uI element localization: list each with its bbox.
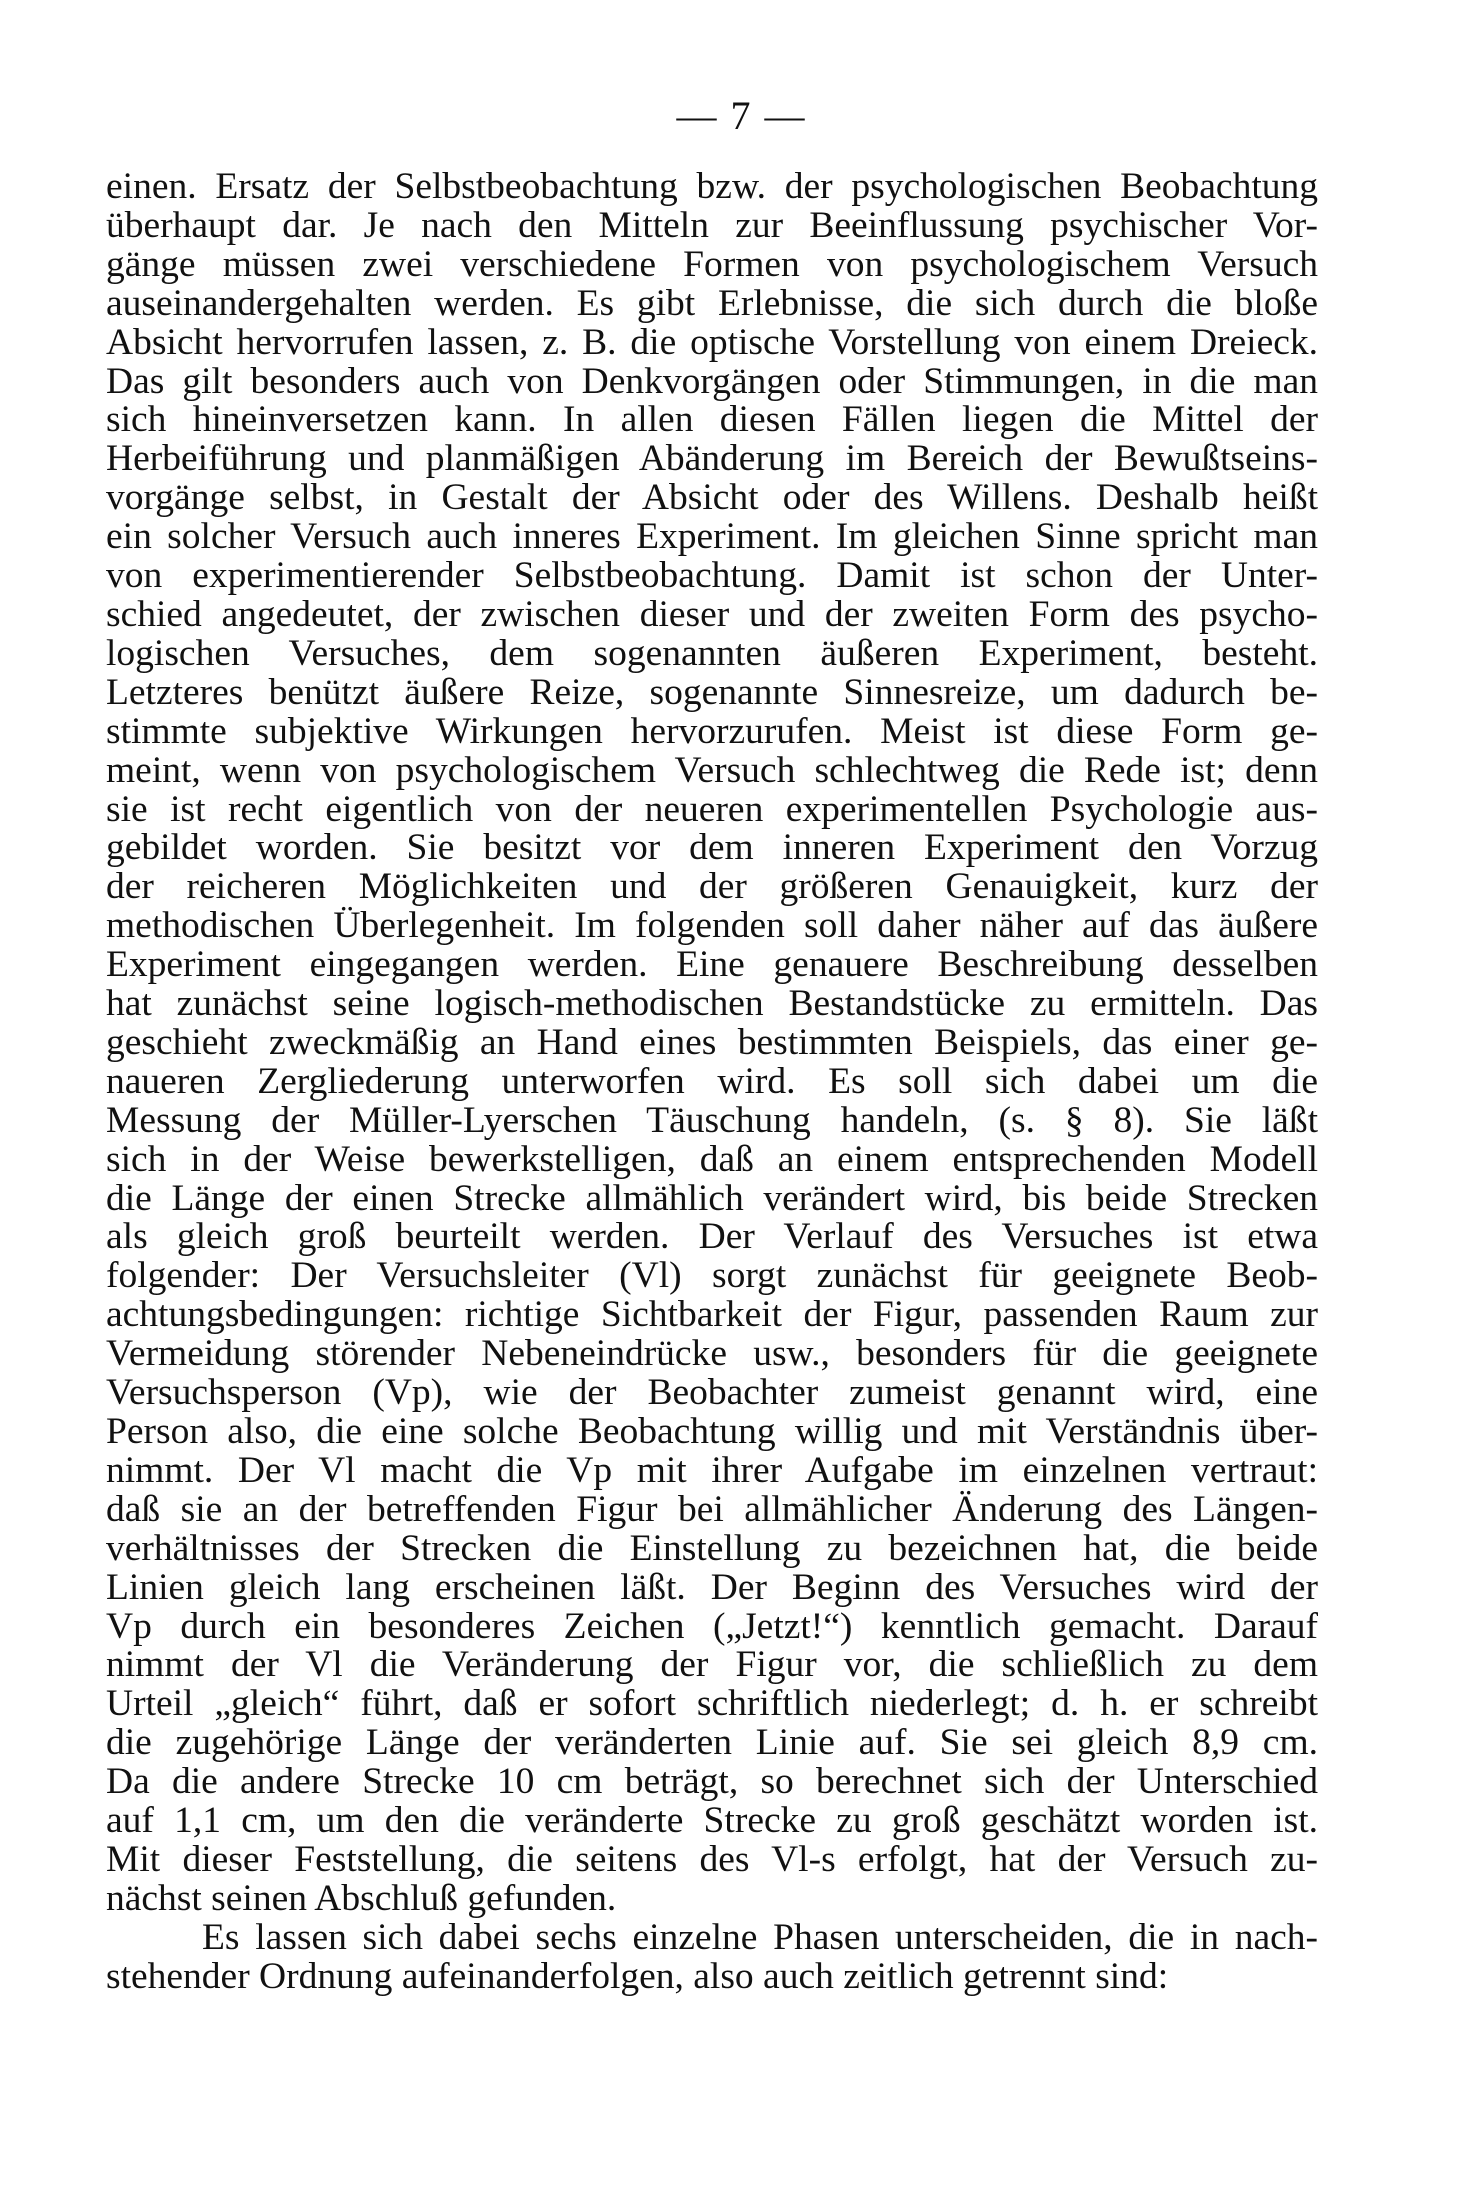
text-line: methodischen Überlegenheit. Im folgenden soll daher näher auf das äußere bbox=[106, 905, 1318, 947]
text-line: meint, wenn von psychologischem Versuch schlechtweg die Rede ist; denn bbox=[106, 749, 1318, 791]
text-line: verhältnisses der Strecken die Einstellung zu bezeichnen hat, die beide bbox=[106, 1527, 1318, 1569]
text-line: vorgänge selbst, in Gestalt der Absicht oder des Willens. Deshalb heißt bbox=[106, 477, 1318, 519]
text-line: Urteil „gleich“ führt, daß er sofort schriftlich niederlegt; d. h. er schreibt bbox=[106, 1683, 1318, 1725]
text-line: Experiment eingegangen werden. Eine genauere Beschreibung desselben bbox=[106, 944, 1318, 986]
text-line: gänge müssen zwei verschiedene Formen von psychologischem Versuch bbox=[106, 243, 1318, 285]
text-line: Es lassen sich dabei sechs einzelne Phasen unterscheiden, die in nach- bbox=[202, 1916, 1318, 1958]
text-line: einen. Ersatz der Selbstbeobachtung bzw. der psychologischen Beobachtung bbox=[106, 166, 1318, 207]
text-line: Vp durch ein besonderes Zeichen („Jetzt!“) kenntlich gemacht. Darauf bbox=[106, 1605, 1318, 1647]
text-line: Person also, die eine solche Beobachtung willig und mit Verständnis über- bbox=[106, 1411, 1318, 1452]
text-line: sich hineinversetzen kann. In allen diesen Fällen liegen die Mittel der bbox=[106, 399, 1318, 441]
text-line: die Länge der einen Strecke allmählich verändert wird, bis beide Strecken bbox=[106, 1177, 1318, 1219]
text-line: Da die andere Strecke 10 cm beträgt, so berechnet sich der Unterschied bbox=[106, 1761, 1318, 1803]
text-line: daß sie an der betreffenden Figur bei allmählicher Änderung des Längen- bbox=[106, 1488, 1318, 1530]
text-line: überhaupt dar. Je nach den Mitteln zur Beeinflussung psychischer Vor- bbox=[106, 204, 1318, 246]
text-line: achtungsbedingungen: richtige Sichtbarkeit der Figur, passenden Raum zur bbox=[106, 1294, 1318, 1336]
text-line: die zugehörige Länge der veränderten Linie auf. Sie sei gleich 8,9 cm. bbox=[106, 1722, 1318, 1764]
text-line: der reicheren Möglichkeiten und der größeren Genauigkeit, kurz der bbox=[106, 866, 1318, 908]
text-line: Absicht hervorrufen lassen, z. B. die optische Vorstellung von einem Dreieck. bbox=[106, 321, 1318, 363]
text-line: nimmt. Der Vl macht die Vp mit ihrer Aufgabe im einzelnen vertraut: bbox=[106, 1449, 1318, 1491]
text-line: Herbeiführung und planmäßigen Abänderung im Bereich der Bewußtseins- bbox=[106, 438, 1318, 480]
text-line: folgender: Der Versuchsleiter (Vl) sorgt zunächst für geeignete Beob- bbox=[106, 1255, 1318, 1297]
text-line: Mit dieser Feststellung, die seitens des Vl-s erfolgt, hat der Versuch zu- bbox=[106, 1838, 1318, 1880]
text-line: Linien gleich lang erscheinen läßt. Der Beginn des Versuches wird der bbox=[106, 1566, 1318, 1608]
body-text bbox=[106, 168, 1318, 1997]
text-line: Letzteres benützt äußere Reize, sogenannte Sinnesreize, um dadurch be- bbox=[106, 671, 1318, 713]
text-line: ein solcher Versuch auch inneres Experiment. Im gleichen Sinne spricht man bbox=[106, 516, 1318, 558]
text-line: hat zunächst seine logisch-methodischen Bestandstücke zu ermitteln. Das bbox=[106, 983, 1318, 1025]
text-line: Messung der Müller-Lyerschen Täuschung handeln, (s. § 8). Sie läßt bbox=[106, 1099, 1318, 1141]
text-line: geschieht zweckmäßig an Hand eines bestimmten Beispiels, das einer ge- bbox=[106, 1021, 1318, 1063]
page-number: — 7 — bbox=[676, 93, 807, 138]
text-line: nächst seinen Abschluß gefunden. bbox=[106, 1877, 617, 1919]
text-line: nimmt der Vl die Veränderung der Figur vor, die schließlich zu dem bbox=[106, 1644, 1318, 1686]
text-line: Versuchsperson (Vp), wie der Beobachter zumeist genannt wird, eine bbox=[106, 1372, 1318, 1414]
text-line: logischen Versuches, dem sogenannten äußeren Experiment, besteht. bbox=[106, 632, 1318, 674]
text-line: sie ist recht eigentlich von der neueren experimentellen Psychologie aus- bbox=[106, 788, 1318, 830]
text-line: Das gilt besonders auch von Denkvorgängen oder Stimmungen, in die man bbox=[106, 360, 1318, 402]
text-line: schied angedeutet, der zwischen dieser und der zweiten Form des psycho- bbox=[106, 593, 1318, 635]
text-line: Vermeidung störender Nebeneindrücke usw., besonders für die geeignete bbox=[106, 1333, 1318, 1375]
text-line: als gleich groß beurteilt werden. Der Verlauf des Versuches ist etwa bbox=[106, 1216, 1318, 1258]
text-line: naueren Zergliederung unterworfen wird. Es soll sich dabei um die bbox=[106, 1060, 1318, 1102]
paragraph bbox=[106, 168, 1318, 1919]
text-line: gebildet worden. Sie besitzt vor dem inneren Experiment den Vorzug bbox=[106, 827, 1318, 869]
text-line: von experimentierender Selbstbeobachtung. Damit ist schon der Unter- bbox=[106, 555, 1318, 597]
paragraph bbox=[106, 1916, 1318, 1997]
text-line: sich in der Weise bewerkstelligen, daß an einem entsprechenden Modell bbox=[106, 1138, 1318, 1180]
text-line: stehender Ordnung aufeinanderfolgen, also auch zeitlich getrennt sind: bbox=[106, 1955, 1169, 1997]
text-line: auf 1,1 cm, um den die veränderte Strecke zu groß geschätzt worden ist. bbox=[106, 1800, 1318, 1842]
text-line: stimmte subjektive Wirkungen hervorzurufen. Meist ist diese Form ge- bbox=[106, 710, 1318, 752]
text-line: auseinandergehalten werden. Es gibt Erlebnisse, die sich durch die bloße bbox=[106, 282, 1318, 324]
